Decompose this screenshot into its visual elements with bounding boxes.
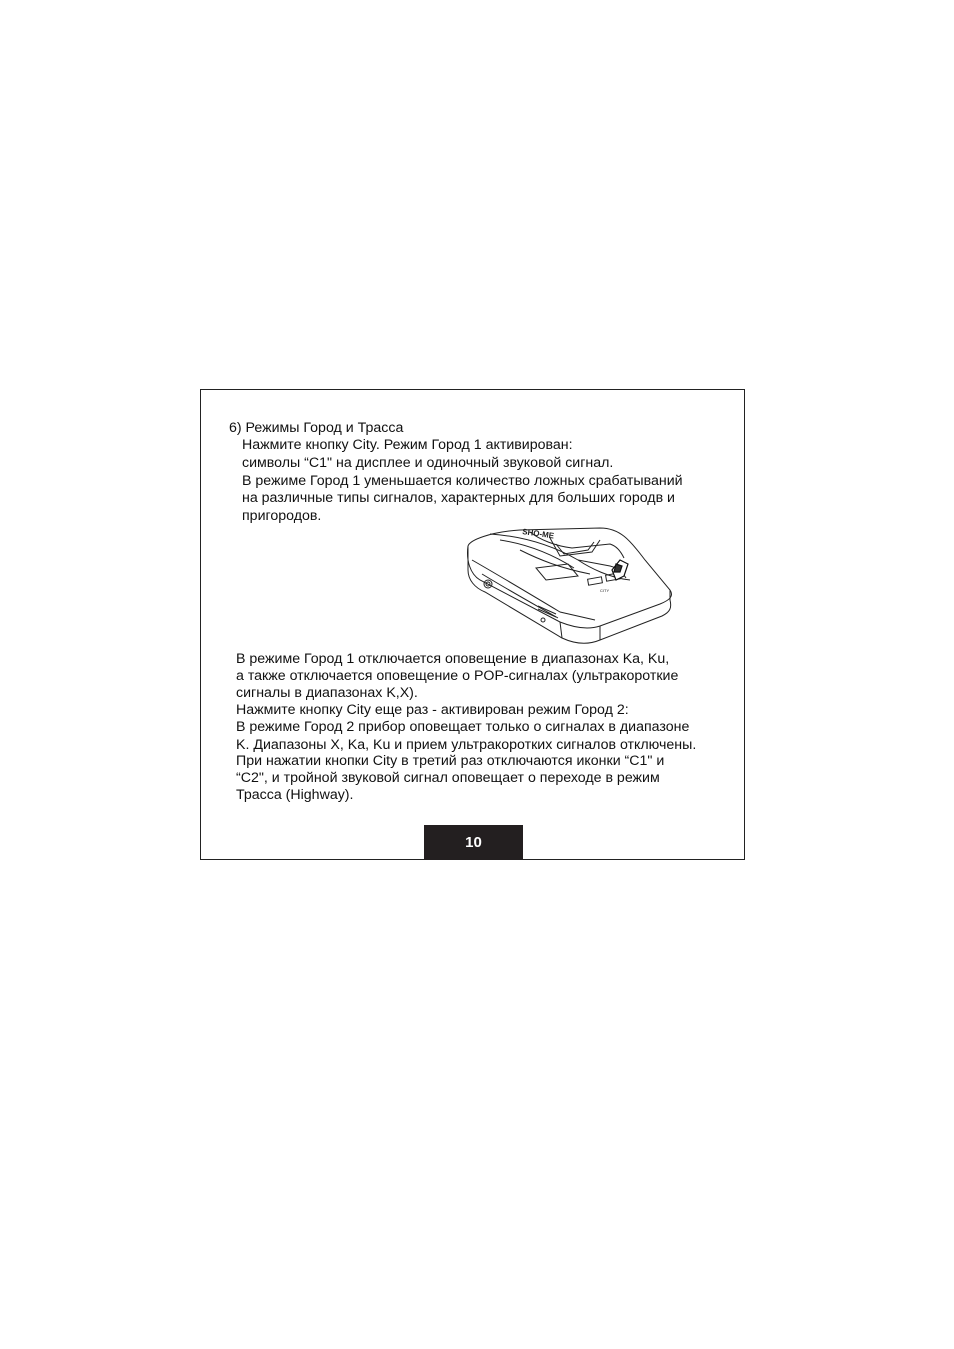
- section-heading: 6) Режимы Город и Трасса: [229, 420, 404, 436]
- body-line: K. Диапазоны X, Ka, Ku и прием ультракоротких сигналов отключены.: [236, 737, 697, 753]
- body-line: “C2", и тройной звуковой сигнал оповещает о переходе в режим: [236, 770, 660, 786]
- intro-line: символы “C1" на дисплее и одиночный звуковой сигнал.: [242, 455, 614, 471]
- model-label: SHO-ME: [521, 527, 555, 541]
- radar-detector-illustration: [460, 520, 675, 648]
- body-line: а также отключается оповещение о POP-сигналах (ультракороткие: [236, 668, 679, 684]
- body-line: сигналы в диапазонах K,X).: [236, 685, 418, 701]
- body-line: В режиме Город 1 отключается оповещение в диапазонах Ka, Ku,: [236, 651, 670, 667]
- intro-line: В режиме Город 1 уменьшается количество ложных срабатываний: [242, 473, 683, 489]
- page-number: 10: [424, 825, 523, 860]
- body-line: При нажатии кнопки City в третий раз отключаются иконки “C1" и: [236, 753, 665, 769]
- body-line: Нажмите кнопку City еще раз - активирован режим Город 2:: [236, 702, 629, 718]
- city-button-label: CITY: [600, 588, 610, 593]
- intro-line: Нажмите кнопку City. Режим Город 1 активирован:: [242, 437, 573, 453]
- intro-line: пригородов.: [242, 508, 322, 524]
- body-line: Трасса (Highway).: [236, 787, 354, 803]
- body-line: В режиме Город 2 прибор оповещает только о сигналах в диапазоне: [236, 719, 690, 735]
- intro-line: на различные типы сигналов, характерных для больших городв и: [242, 490, 675, 506]
